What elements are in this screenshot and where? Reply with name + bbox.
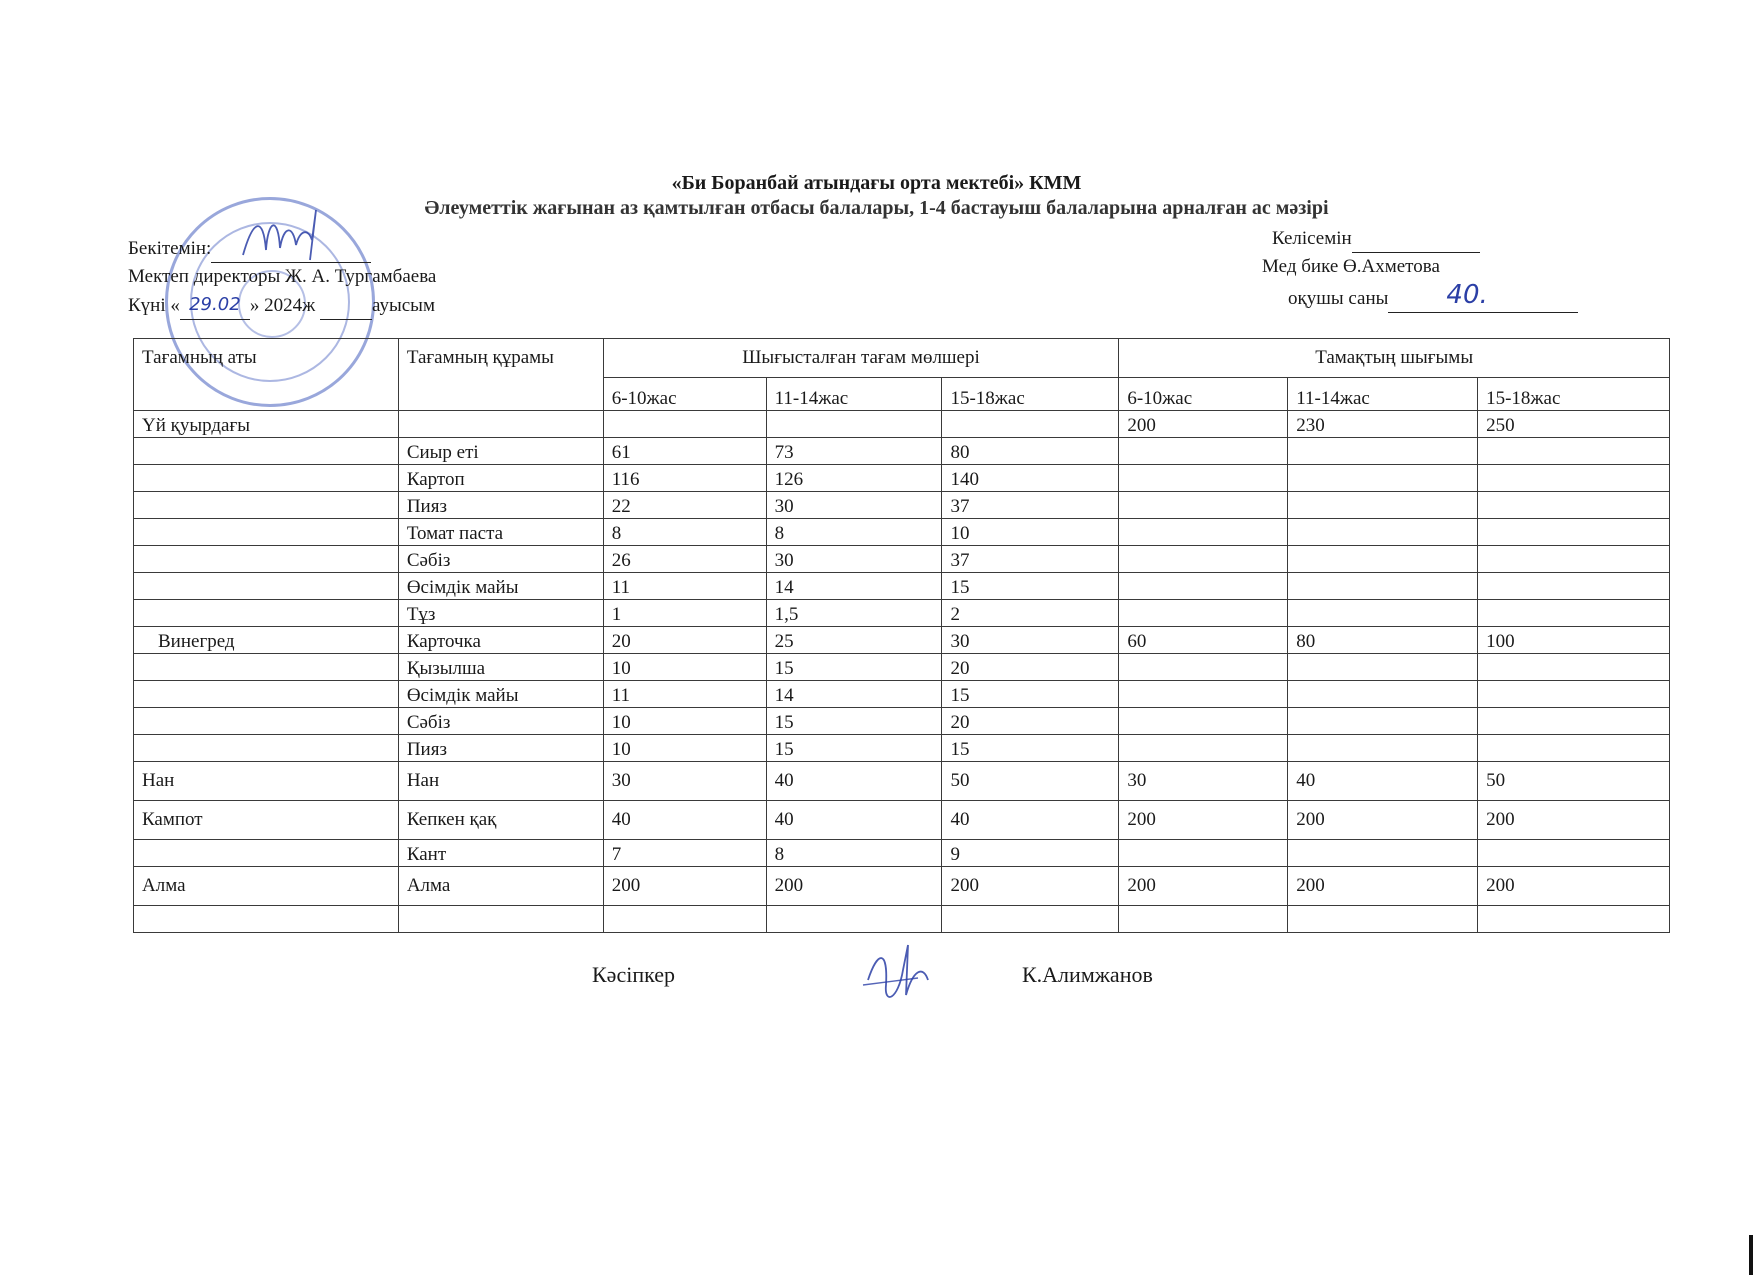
dish-name-cell: Винегред — [134, 627, 399, 654]
header-age-output: 15-18жас — [1478, 378, 1670, 411]
date-prefix: Күні « — [128, 295, 180, 316]
value-cell: 50 — [1478, 762, 1670, 801]
value-cell: 116 — [603, 465, 766, 492]
scan-edge-mark — [1749, 1235, 1753, 1275]
approve-label: Бекітемін: — [128, 238, 212, 259]
value-cell: 37 — [942, 492, 1119, 519]
value-cell — [1119, 600, 1288, 627]
value-cell: 15 — [942, 735, 1119, 762]
value-cell — [1478, 600, 1670, 627]
table-row — [134, 411, 1670, 438]
dish-name-cell — [134, 600, 399, 627]
value-cell: 8 — [603, 519, 766, 546]
value-cell: 40 — [942, 801, 1119, 840]
value-cell — [766, 906, 942, 933]
agree-signature-line — [1352, 224, 1480, 253]
value-cell — [1478, 438, 1670, 465]
value-cell — [1288, 519, 1478, 546]
director-name: Мектеп директоры Ж. А. Тургамбаева — [128, 266, 437, 287]
value-cell — [1119, 840, 1288, 867]
value-cell: 15 — [766, 735, 942, 762]
value-cell: 200 — [1119, 867, 1288, 906]
value-cell: 14 — [766, 681, 942, 708]
value-cell: 15 — [942, 681, 1119, 708]
dish-name-cell — [134, 519, 399, 546]
value-cell — [1288, 600, 1478, 627]
table-row — [134, 465, 1670, 492]
table-row — [134, 627, 1670, 654]
value-cell: 10 — [603, 654, 766, 681]
value-cell: 200 — [942, 867, 1119, 906]
value-cell — [1288, 840, 1478, 867]
shift-label: ауысым — [372, 295, 435, 316]
header-composition: Тағамның құрамы — [398, 339, 603, 411]
value-cell: 15 — [942, 573, 1119, 600]
value-cell: 11 — [603, 681, 766, 708]
header-amount-group: Шығысталған тағам мөлшері — [603, 339, 1119, 378]
value-cell: 200 — [1119, 801, 1288, 840]
date-value: 29.02 — [189, 294, 241, 315]
dish-name-cell: Үй қуырдағы — [134, 411, 399, 438]
students-label: оқушы саны — [1288, 288, 1389, 309]
value-cell — [603, 906, 766, 933]
value-cell — [1478, 654, 1670, 681]
ingredient-cell: Томат паста — [398, 519, 603, 546]
value-cell: 73 — [766, 438, 942, 465]
value-cell — [1119, 465, 1288, 492]
value-cell — [1478, 906, 1670, 933]
value-cell — [1478, 708, 1670, 735]
value-cell: 200 — [1119, 411, 1288, 438]
dish-name-cell — [134, 573, 399, 600]
value-cell — [1288, 735, 1478, 762]
value-cell: 61 — [603, 438, 766, 465]
header-age-output: 11-14жас — [1288, 378, 1478, 411]
value-cell — [1288, 546, 1478, 573]
value-cell — [1119, 546, 1288, 573]
header-output-group: Тамақтың шығымы — [1119, 339, 1670, 378]
ingredient-cell: Кант — [398, 840, 603, 867]
table-row — [134, 519, 1670, 546]
value-cell — [1478, 681, 1670, 708]
value-cell — [1119, 681, 1288, 708]
value-cell: 25 — [766, 627, 942, 654]
table-row — [134, 600, 1670, 627]
value-cell: 15 — [766, 654, 942, 681]
dish-name-cell — [134, 654, 399, 681]
table-row — [134, 573, 1670, 600]
value-cell: 7 — [603, 840, 766, 867]
value-cell: 200 — [1478, 867, 1670, 906]
menu-table — [133, 338, 1670, 933]
ingredient-cell: Қызылша — [398, 654, 603, 681]
value-cell — [1288, 438, 1478, 465]
value-cell — [942, 411, 1119, 438]
dish-name-cell — [134, 546, 399, 573]
ingredient-cell: Өсімдік майы — [398, 681, 603, 708]
value-cell — [1119, 906, 1288, 933]
header-age-output: 6-10жас — [1119, 378, 1288, 411]
value-cell: 8 — [766, 519, 942, 546]
value-cell: 37 — [942, 546, 1119, 573]
value-cell — [1478, 840, 1670, 867]
agreement-block — [1262, 224, 1578, 313]
value-cell: 40 — [766, 801, 942, 840]
table-row — [134, 438, 1670, 465]
value-cell: 30 — [766, 546, 942, 573]
value-cell: 40 — [1288, 762, 1478, 801]
value-cell — [1119, 708, 1288, 735]
value-cell: 200 — [603, 867, 766, 906]
value-cell: 30 — [766, 492, 942, 519]
dish-name-cell: Алма — [134, 867, 399, 906]
dish-name-cell: Нан — [134, 762, 399, 801]
dish-name-cell — [134, 465, 399, 492]
value-cell — [1288, 681, 1478, 708]
header-age: 11-14жас — [766, 378, 942, 411]
value-cell: 10 — [603, 708, 766, 735]
value-cell — [1119, 735, 1288, 762]
dish-name-cell: Кампот — [134, 801, 399, 840]
value-cell: 60 — [1119, 627, 1288, 654]
value-cell: 20 — [603, 627, 766, 654]
ingredient-cell: Тұз — [398, 600, 603, 627]
value-cell — [603, 411, 766, 438]
dish-name-cell — [134, 492, 399, 519]
footer-name: К.Алимжанов — [1022, 962, 1153, 987]
dish-name-cell — [134, 735, 399, 762]
dish-name-cell — [134, 906, 399, 933]
value-cell: 1,5 — [766, 600, 942, 627]
ingredient-cell: Сәбіз — [398, 546, 603, 573]
document-title: «Би Боранбай атындағы орта мектебі» КММ — [671, 172, 1082, 194]
menu-table-body — [134, 411, 1670, 933]
table-row — [134, 867, 1670, 906]
dish-name-cell — [134, 840, 399, 867]
agree-label: Келісемін — [1272, 228, 1352, 249]
value-cell: 50 — [942, 762, 1119, 801]
value-cell: 100 — [1478, 627, 1670, 654]
value-cell — [1478, 735, 1670, 762]
ingredient-cell — [398, 906, 603, 933]
value-cell — [1119, 519, 1288, 546]
ingredient-cell: Өсімдік майы — [398, 573, 603, 600]
ingredient-cell: Сәбіз — [398, 708, 603, 735]
ingredient-cell: Картоп — [398, 465, 603, 492]
value-cell: 10 — [942, 519, 1119, 546]
value-cell — [1119, 438, 1288, 465]
nurse-name: Мед бике Ө.Ахметова — [1262, 256, 1440, 277]
approve-signature-line — [211, 234, 371, 263]
header-dish-name: Тағамның аты — [134, 339, 399, 411]
value-cell: 30 — [1119, 762, 1288, 801]
table-row — [134, 801, 1670, 840]
dish-name-cell — [134, 681, 399, 708]
value-cell — [1478, 573, 1670, 600]
entrepreneur-signature — [858, 940, 938, 1010]
value-cell — [1288, 492, 1478, 519]
approval-block — [128, 234, 436, 320]
header-age: 15-18жас — [942, 378, 1119, 411]
value-cell — [1288, 573, 1478, 600]
value-cell: 40 — [603, 801, 766, 840]
value-cell: 15 — [766, 708, 942, 735]
value-cell: 40 — [766, 762, 942, 801]
value-cell: 200 — [1288, 867, 1478, 906]
table-row — [134, 492, 1670, 519]
value-cell — [766, 411, 942, 438]
value-cell — [1478, 492, 1670, 519]
value-cell — [1119, 654, 1288, 681]
value-cell — [1478, 546, 1670, 573]
value-cell: 22 — [603, 492, 766, 519]
value-cell: 80 — [942, 438, 1119, 465]
value-cell — [942, 906, 1119, 933]
table-row — [134, 654, 1670, 681]
value-cell — [1478, 465, 1670, 492]
value-cell: 126 — [766, 465, 942, 492]
ingredient-cell: Кепкен қақ — [398, 801, 603, 840]
value-cell: 20 — [942, 708, 1119, 735]
value-cell — [1288, 465, 1478, 492]
ingredient-cell: Нан — [398, 762, 603, 801]
ingredient-cell: Алма — [398, 867, 603, 906]
document-subtitle: Әлеуметтік жағынан аз қамтылған отбасы балалары, 1-4 бастауыш балаларына арналған ас мәзірі — [424, 197, 1329, 219]
value-cell: 10 — [603, 735, 766, 762]
value-cell: 30 — [603, 762, 766, 801]
ingredient-cell: Пияз — [398, 492, 603, 519]
value-cell: 30 — [942, 627, 1119, 654]
value-cell: 80 — [1288, 627, 1478, 654]
date-suffix: » 2024ж — [249, 295, 316, 316]
value-cell: 200 — [766, 867, 942, 906]
value-cell: 230 — [1288, 411, 1478, 438]
value-cell: 250 — [1478, 411, 1670, 438]
ingredient-cell: Сиыр еті — [398, 438, 603, 465]
value-cell: 14 — [766, 573, 942, 600]
ingredient-cell: Карточка — [398, 627, 603, 654]
value-cell — [1119, 492, 1288, 519]
value-cell: 8 — [766, 840, 942, 867]
value-cell — [1288, 654, 1478, 681]
value-cell — [1288, 906, 1478, 933]
table-row — [134, 546, 1670, 573]
value-cell — [1478, 519, 1670, 546]
value-cell: 140 — [942, 465, 1119, 492]
footer-role: Кәсіпкер — [592, 962, 675, 987]
value-cell: 1 — [603, 600, 766, 627]
table-row — [134, 762, 1670, 801]
dish-name-cell — [134, 708, 399, 735]
value-cell: 2 — [942, 600, 1119, 627]
value-cell: 26 — [603, 546, 766, 573]
table-row — [134, 708, 1670, 735]
students-value: 40. — [1446, 280, 1488, 310]
table-row — [134, 735, 1670, 762]
table-row — [134, 906, 1670, 933]
ingredient-cell — [398, 411, 603, 438]
value-cell: 11 — [603, 573, 766, 600]
value-cell — [1288, 708, 1478, 735]
value-cell — [1119, 573, 1288, 600]
table-row — [134, 840, 1670, 867]
dish-name-cell — [134, 438, 399, 465]
value-cell: 200 — [1288, 801, 1478, 840]
value-cell: 200 — [1478, 801, 1670, 840]
ingredient-cell: Пияз — [398, 735, 603, 762]
value-cell: 9 — [942, 840, 1119, 867]
value-cell: 20 — [942, 654, 1119, 681]
shift-blank-line — [320, 291, 372, 320]
table-row — [134, 681, 1670, 708]
header-age: 6-10жас — [603, 378, 766, 411]
